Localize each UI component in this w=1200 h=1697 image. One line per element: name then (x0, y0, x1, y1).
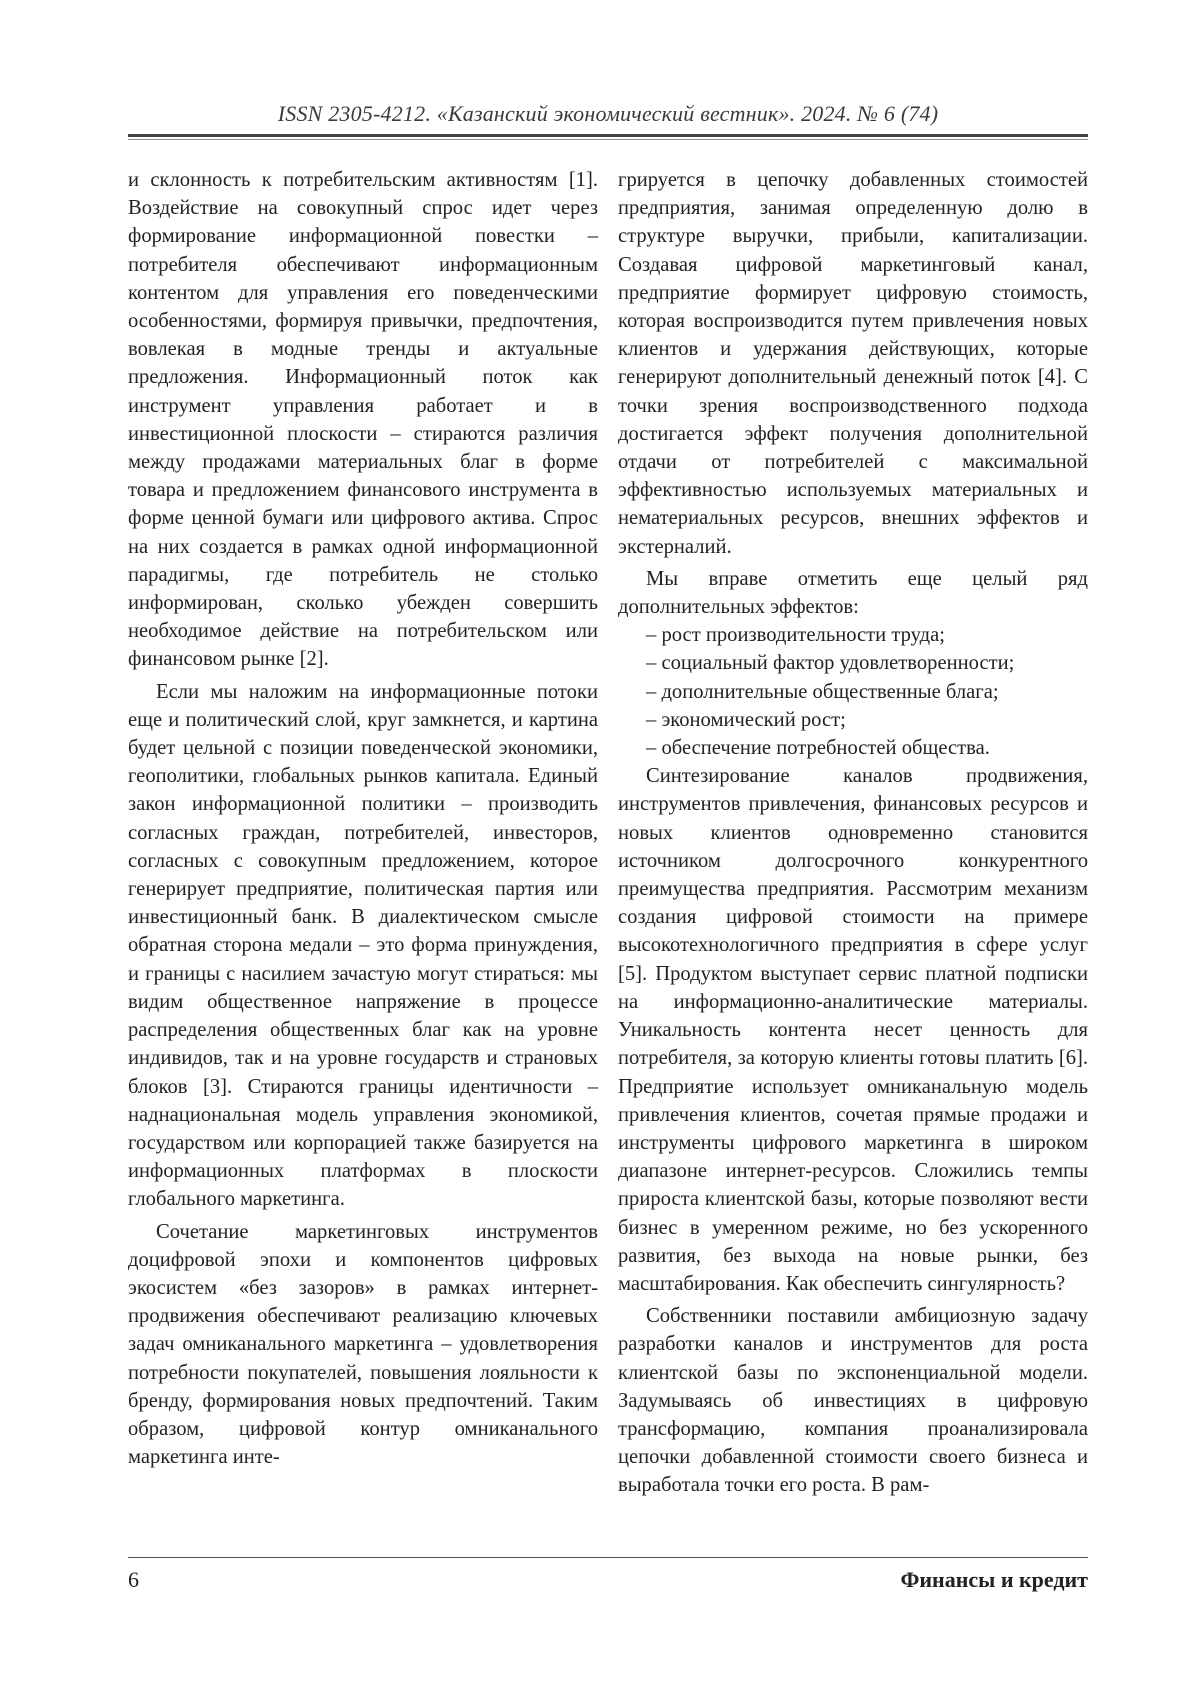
footer-section-title: Финансы и кредит (900, 1567, 1088, 1592)
footer-rule (128, 1557, 1088, 1558)
list-item: – социальный фактор удовлетворенности; (646, 652, 1015, 675)
right-column (618, 166, 1088, 1500)
list-item: – обеспечение потребностей общества. (646, 737, 990, 760)
list-item: – рост производительности труда; (646, 624, 945, 647)
paragraph-right-2: Мы вправе отметить еще целый ряд дополнительных эффектов: (618, 567, 1088, 619)
header-rule (128, 134, 1088, 137)
list-item: – дополнительные общественные блага; (646, 680, 999, 703)
page-number: 6 (128, 1567, 139, 1592)
left-column (128, 166, 598, 1471)
list-item: – экономический рост; (646, 708, 846, 731)
paragraph-right-4: Собственники поставили амбициозную задачу разработки каналов и инструментов для роста клиентской базы по экспоненциальной модели. Задумываясь об инвестициях в цифровую трансформацию, компания проанализировала цепочки добавленной стоимости своего бизнеса и выработала точки его роста. В рам- (618, 1305, 1088, 1497)
paragraph-left-1: и склонность к потребительским активностям [1]. Воздействие на совокупный спрос идет через формирование информационной повестки – потребителя обеспечивают информационным контентом для управления его поведенческими особенностями, формируя привычки, предпочтения, вовлекая в модные тренды и актуальные предложения. Информационный поток как инструмент управления работает и в инвестиционной плоскости – стираются различия между продажами материальных благ в форме товара и предложением финансового инструмента в форме ценной бумаги или цифрового актива. Спрос на них создается в рамках одной информационной парадигмы, где потребитель не столько информирован, сколько убежден совершить необходимое действие на потребительском или финансовом рынке [2]. (128, 169, 598, 671)
paragraph-right-1: грируется в цепочку добавленных стоимостей предприятия, занимая определенную долю в структуре выручки, прибыли, капитализации. Создавая цифровой маркетинговый канал, предприятие формирует цифровую стоимость, которая воспроизводится путем привлечения новых клиентов и удержания действующих, которые генерируют дополнительный денежный поток [4]. С точки зрения воспроизводственного подхода достигается эффект получения дополнительной отдачи от потребителей с максимальной эффективностью используемых материальных и нематериальных ресурсов, внешних эффектов и экстерналий. (618, 169, 1088, 558)
paragraph-right-3: Синтезирование каналов продвижения, инструментов привлечения, финансовых ресурсов и новых клиентов одновременно становится источником долгосрочного конкурентного преимущества предприятия. Рассмотрим механизм создания цифровой стоимости на примере высокотехнологичного предприятия в сфере услуг [5]. Продуктом выступает сервис платной подписки на информационно-аналитические материалы. Уникальность контента несет ценность для потребителя, за которую клиенты готовы платить [6]. Предприятие использует омниканальную модель привлечения клиентов, сочетая прямые продажи и инструменты цифрового маркетинга в широком диапазоне интернет-ресурсов. Сложились темпы прироста клиентской базы, которые позволяют вести бизнес в умеренном режиме, но без ускоренного развития, без выхода на новые рынки, без масштабирования. Как обеспечить сингулярность? (618, 765, 1088, 1295)
paragraph-left-3: Сочетание маркетинговых инструментов доцифровой эпохи и компонентов цифровых экосистем «без зазоров» в рамках интернет-продвижения обеспечивают реализацию ключевых задач омниканального маркетинга – удовлетворения потребности покупателей, повышения лояльности к бренду, формирования новых предпочтений. Таким образом, цифровой контур омниканального маркетинга инте- (128, 1220, 598, 1469)
running-header: ISSN 2305-4212. «Казанский экономический вестник». 2024. № 6 (74) (277, 101, 939, 126)
effects-list (618, 621, 1088, 762)
paragraph-left-2: Если мы наложим на информационные потоки еще и политический слой, круг замкнется, и картина будет цельной с позиции поведенческой экономики, геополитики, глобальных рынков капитала. Единый закон информационной политики – производить согласных граждан, потребителей, инвесторов, согласных с совокупным предложением, которое генерирует предприятие, политическая партия или инвестиционный банк. В диалектическом смысле обратная сторона медали – это форма принуждения, и границы с насилием зачастую могут стираться: мы видим общественное напряжение в процессе распределения общественных благ как на уровне индивидов, так и на уровне государств и страновых блоков [3]. Стираются границы идентичности – наднациональная модель управления экономикой, государством или корпорацией также базируется на информационных платформах в плоскости глобального маркетинга. (128, 680, 598, 1211)
header-rule-thin (128, 139, 1088, 140)
